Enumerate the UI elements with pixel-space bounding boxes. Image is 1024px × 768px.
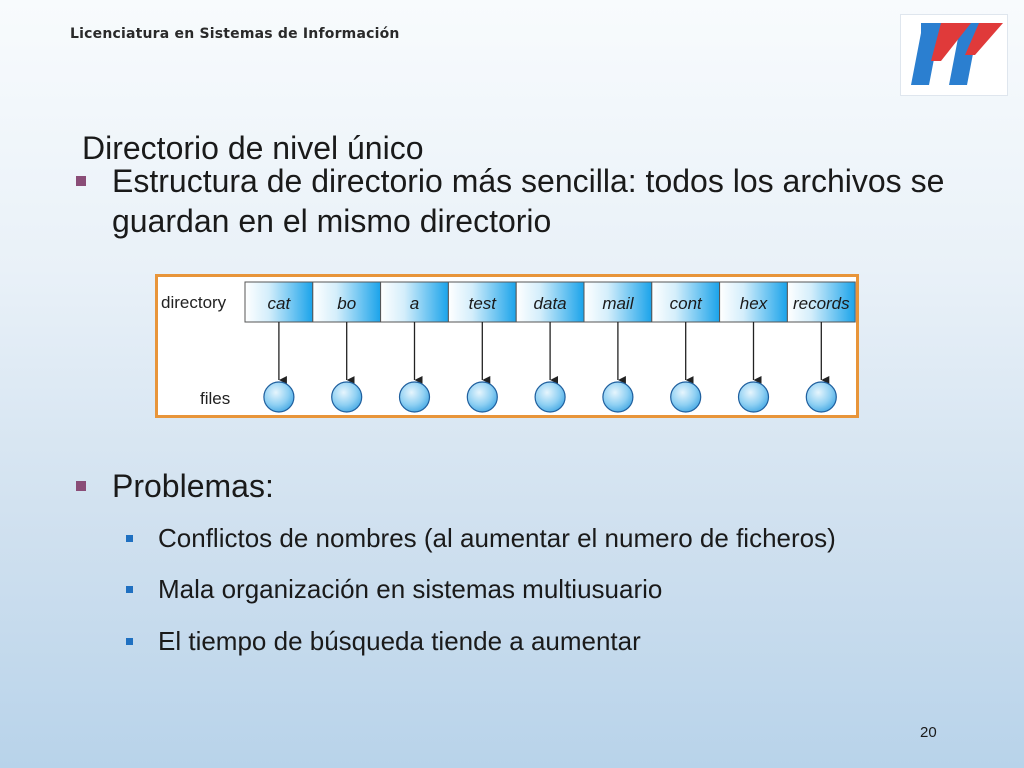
- directory-entry-label: cat: [267, 294, 291, 313]
- header-title: Licenciatura en Sistemas de Información: [70, 26, 400, 42]
- sub-bullet-text: Mala organización en sistemas multiusuario: [158, 574, 663, 604]
- directory-entry-label: bo: [337, 294, 357, 313]
- directory-entry-label: cont: [669, 294, 702, 313]
- directory-entry-label: mail: [602, 294, 634, 313]
- file-node: [467, 382, 497, 412]
- bullet-item: [76, 466, 966, 506]
- bullet-marker-icon: [76, 176, 86, 186]
- university-logo: [900, 14, 1008, 96]
- directory-entry-label: data: [533, 294, 567, 313]
- files-label: files: [200, 389, 231, 408]
- sub-bullet-text: Conflictos de nombres (al aumentar el numero de ficheros): [158, 523, 836, 553]
- file-node: [739, 382, 769, 412]
- directory-entry-label: a: [409, 294, 420, 313]
- single-level-directory-diagram: [155, 274, 859, 418]
- file-node: [535, 382, 565, 412]
- sub-bullet-text: El tiempo de búsqueda tiende a aumentar: [158, 626, 641, 656]
- file-node: [264, 382, 294, 412]
- sub-bullet-marker-icon: [126, 586, 133, 593]
- directory-label: directory: [161, 293, 227, 312]
- directory-entry-label: hex: [739, 294, 768, 313]
- bullet-text: Estructura de directorio más sencilla: todos los archivos se guardan en el mismo directorio: [112, 163, 945, 239]
- file-node: [671, 382, 701, 412]
- slide-title: Directorio de nivel único: [82, 130, 424, 166]
- page-number: 20: [920, 724, 937, 741]
- directory-entry-label: records: [792, 294, 850, 313]
- file-node: [332, 382, 362, 412]
- directory-entry-label: test: [468, 294, 497, 313]
- bullet-text: Problemas:: [112, 468, 274, 504]
- file-node: [806, 382, 836, 412]
- file-node: [603, 382, 633, 412]
- sub-bullet-marker-icon: [126, 535, 133, 542]
- file-node: [400, 382, 430, 412]
- sub-bullet-item: [126, 625, 966, 657]
- logo-icon: [901, 15, 1007, 95]
- sub-bullet-marker-icon: [126, 638, 133, 645]
- bullet-marker-icon: [76, 481, 86, 491]
- sub-bullet-item: [126, 522, 966, 554]
- sub-bullet-item: [126, 573, 966, 605]
- bullet-item: [76, 161, 966, 241]
